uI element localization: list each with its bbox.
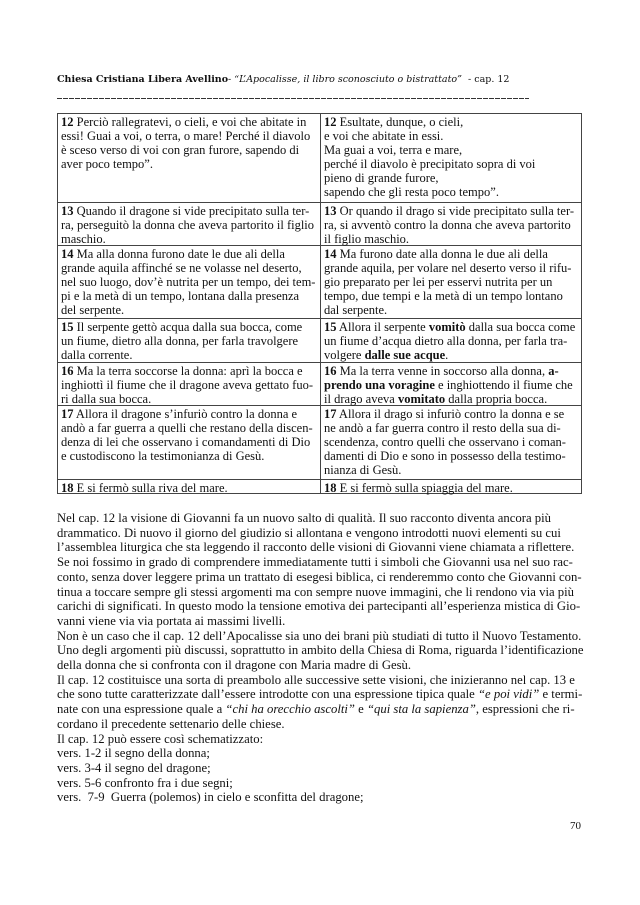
running-header: [57, 74, 509, 86]
bold-text: dalle sue acque: [364, 347, 446, 362]
cell-line: [324, 349, 581, 363]
text-run: aver poco tempo”.: [61, 156, 153, 171]
cell-line: [61, 219, 320, 233]
text-run: volgere: [324, 347, 365, 362]
text-run: è sceso verso di voi con gran furore, sapendo di: [61, 142, 300, 157]
text-run: denza di lei che osservano i comandamenti di Dio: [61, 434, 311, 449]
text-run: E si fermò sulla riva del mare.: [73, 481, 228, 495]
bold-text: vomitato: [397, 391, 446, 406]
commentary-line: [57, 540, 584, 555]
cell-line: [61, 304, 320, 318]
cell-line: [324, 172, 581, 186]
right-translation-cell: [320, 319, 581, 362]
commentary-line: [57, 776, 584, 791]
text-run: Se noi fossimo in grado di comprendere immediatamente tutti i simboli che Giovanni usa nel suo rac-: [57, 555, 573, 570]
cell-line: [324, 393, 581, 407]
cell-line: [324, 248, 581, 262]
page-number: 70: [570, 820, 581, 832]
text-run: Or quando il drago si vide precipitato sulla ter-: [336, 204, 575, 218]
cell-line: [61, 233, 320, 247]
commentary-line: [57, 790, 584, 805]
left-translation-cell: [58, 363, 320, 405]
text-run: e termi-: [539, 687, 583, 702]
verse-number: 14: [61, 247, 74, 261]
cell-line: [61, 365, 320, 379]
text-run: e custodiscono la testimonianza di Gesù.: [61, 448, 265, 463]
verse-number: 17: [324, 407, 337, 421]
cell-line: [324, 436, 581, 450]
right-translation-cell: [320, 363, 581, 405]
header-rule: [57, 98, 529, 99]
cell-line: [324, 335, 581, 349]
verse-number: 14: [324, 247, 337, 261]
left-translation-cell: [58, 319, 320, 362]
cell-line: [324, 233, 581, 247]
verse-number: 15: [61, 320, 74, 334]
text-run: tempo, due tempi e la metà di un tempo lontano: [324, 288, 563, 303]
text-run: grande aquila, per volare nel deserto verso il rifu-: [324, 260, 572, 275]
cell-line: [324, 321, 581, 335]
cell-line: [61, 436, 320, 450]
cell-line: [324, 422, 581, 436]
text-run: che sono tutte caratterizzate dall’essere introdotte con una espressione tipica quale: [57, 687, 478, 702]
text-run: andò a far guerra a quelli che restano della discen-: [61, 420, 313, 435]
text-run: sapendo che gli resta poco tempo”.: [324, 184, 499, 199]
cell-line: [61, 450, 320, 464]
commentary-line: [57, 555, 584, 570]
cell-line: [324, 205, 581, 219]
text-run: carichi di significati. In questo modo la tensione emotiva dei partecipanti all’esperienza mistica di Gio-: [57, 599, 581, 614]
text-run: Nel cap. 12 la visione di Giovanni fa un nuovo salto di qualità. Il suo racconto diventa ancora più: [57, 511, 551, 525]
commentary-line: [57, 687, 584, 702]
text-run: del serpente.: [61, 302, 125, 317]
verse-number: 13: [324, 204, 337, 218]
text-run: dalla sua bocca come: [465, 320, 576, 334]
verse-number: 12: [324, 115, 337, 129]
text-run: Esultate, dunque, o cieli,: [336, 115, 464, 129]
text-run: Ma la terra venne in soccorso alla donna,: [336, 364, 549, 378]
cell-line: [61, 379, 320, 393]
cell-line: [324, 290, 581, 304]
right-translation-cell: [320, 114, 581, 202]
verse-number: 13: [61, 204, 74, 218]
text-run: vers. 7-9 Guerra (polemos) in cielo e sconfitta del dragone;: [57, 790, 364, 805]
text-run: perché il diavolo è precipitato sopra di voi: [324, 156, 536, 171]
text-run: l’assemblea liturgica che sta leggendo il racconto delle visioni di Giovanni viene chiamata a riflettere.: [57, 540, 575, 555]
verse-row: [58, 114, 581, 203]
cell-line: [61, 205, 320, 219]
right-translation-cell: [320, 480, 581, 493]
text-run: Allora il dragone s’infuriò contro la donna e: [73, 407, 298, 421]
cell-line: [61, 482, 320, 496]
verse-row: [58, 480, 581, 494]
italic-text: “chi ha orecchio ascolti”: [225, 702, 355, 717]
text-run: dalla propria bocca.: [445, 391, 548, 406]
verse-number: 16: [61, 364, 74, 378]
verse-row: [58, 406, 581, 480]
text-run: Ma guai a voi, terra e mare,: [324, 142, 463, 157]
text-run: , espressioni che ri-: [475, 702, 575, 717]
commentary-line: [57, 570, 584, 585]
verse-number: 12: [61, 115, 74, 129]
commentary-line: [57, 746, 584, 761]
cell-line: [324, 116, 581, 130]
cell-line: [61, 349, 320, 363]
text-run: e: [354, 702, 367, 717]
cell-line: [324, 219, 581, 233]
text-run: nel suo luogo, dov’è nutrita per un tempo, dei tem-: [61, 274, 316, 289]
text-run: ra, si avventò contro la donna che aveva partorito: [324, 217, 571, 232]
commentary-line: [57, 511, 584, 526]
cell-line: [324, 464, 581, 478]
left-translation-cell: [58, 203, 320, 245]
header-separator: -: [228, 74, 235, 85]
commentary-line: [57, 717, 584, 732]
cell-line: [324, 276, 581, 290]
left-translation-cell: [58, 406, 320, 479]
cell-line: [61, 116, 320, 130]
verse-row: [58, 246, 581, 319]
text-run: il figlio maschio.: [324, 231, 410, 246]
verse-row: [58, 203, 581, 246]
text-run: e inghiottendo il fiume che: [434, 377, 573, 392]
text-run: Il serpente gettò acqua dalla sua bocca, come: [73, 320, 303, 334]
right-translation-cell: [320, 246, 581, 318]
bold-text: prendo una voragine: [324, 377, 435, 392]
cell-line: [324, 408, 581, 422]
text-run: nate con una espressione quale a: [57, 702, 226, 717]
cell-line: [61, 262, 320, 276]
cell-line: [324, 304, 581, 318]
text-run: Allora il serpente: [336, 320, 429, 334]
commentary-text: [57, 511, 584, 805]
text-run: cordano il precedente settenario delle chiese.: [57, 716, 285, 731]
text-run: vers. 3-4 il segno del dragone;: [57, 760, 211, 775]
text-run: Allora il drago si infuriò contro la donna e se: [336, 407, 565, 421]
text-run: dalla corrente.: [61, 347, 133, 362]
cell-line: [324, 158, 581, 172]
right-translation-cell: [320, 203, 581, 245]
verse-number: 17: [61, 407, 74, 421]
text-run: e voi che abitate in essi.: [324, 128, 444, 143]
commentary-line: [57, 643, 584, 658]
text-run: E si fermò sulla spiaggia del mare.: [336, 481, 513, 495]
text-run: Il cap. 12 costituisce una sorta di preambolo alle successive sette visioni, che inizieranno nel cap. 13 e: [57, 672, 575, 687]
commentary-line: [57, 629, 584, 644]
text-run: Ma la terra soccorse la donna: aprì la bocca e: [73, 364, 303, 378]
verse-comparison-table: [57, 113, 582, 494]
right-translation-cell: [320, 406, 581, 479]
commentary-line: [57, 585, 584, 600]
text-run: Ma furono date alla donna le due ali della: [336, 247, 548, 261]
cell-line: [61, 130, 320, 144]
verse-number: 18: [324, 481, 337, 495]
cell-line: [61, 276, 320, 290]
commentary-line: [57, 732, 584, 747]
left-translation-cell: [58, 246, 320, 318]
cell-line: [61, 422, 320, 436]
cell-line: [61, 335, 320, 349]
cell-line: [61, 321, 320, 335]
verse-row: [58, 319, 581, 363]
cell-line: [324, 379, 581, 393]
text-run: .: [445, 347, 449, 362]
cell-line: [324, 262, 581, 276]
text-run: della donna che si confronta con il dragone con Maria madre di Gesù.: [57, 658, 412, 673]
text-run: conto, senza dover leggere prima un trattato di esegesi biblica, ci renderemmo conto che Giovanni con-: [57, 569, 582, 584]
cell-line: [61, 290, 320, 304]
commentary-line: [57, 526, 584, 541]
verse-number: 18: [61, 481, 74, 495]
verse-number: 15: [324, 320, 337, 334]
cell-line: [61, 248, 320, 262]
text-run: pi e la metà di un tempo, lontana dalla presenza: [61, 288, 300, 303]
cell-line: [324, 365, 581, 379]
cell-line: [324, 450, 581, 464]
left-translation-cell: [58, 114, 320, 202]
text-run: un fiume, dietro alla donna, per farla travolgere: [61, 333, 299, 348]
text-run: scendenza, contro quelli che osservano i coman-: [324, 434, 566, 449]
text-run: vers. 1-2 il segno della donna;: [57, 746, 210, 761]
text-run: nianza di Gesù.: [324, 462, 402, 477]
cell-line: [324, 144, 581, 158]
text-run: Uno degli argomenti più discussi, soprattutto in ambito della Chiesa di Roma, riguarda l’identificazione: [57, 643, 584, 658]
text-run: un fiume d’acqua dietro alla donna, per farla tra-: [324, 333, 568, 348]
text-run: Perciò rallegratevi, o cieli, e voi che abitate in: [73, 115, 307, 129]
commentary-line: [57, 761, 584, 776]
cell-line: [61, 393, 320, 407]
text-run: ne andò a far guerra contro il resto della sua di-: [324, 420, 561, 435]
text-run: ra, perseguitò la donna che aveva partorito il figlio: [61, 217, 315, 232]
text-run: Non è un caso che il cap. 12 dell’Apocalisse sia uno dei brani più studiati di tutto il Nuovo Testamento.: [57, 628, 582, 643]
text-run: tinua a toccare sempre gli stessi argomenti ma con sempre nuove immagini, che li rendono via via più: [57, 584, 574, 599]
text-run: Il cap. 12 può essere così schematizzato:: [57, 731, 264, 746]
text-run: maschio.: [61, 231, 106, 246]
bold-text: a-: [548, 364, 559, 378]
cell-line: [61, 158, 320, 172]
text-run: il drago aveva: [324, 391, 398, 406]
text-run: inghiottì il fiume che il dragone aveva gettato fuo-: [61, 377, 314, 392]
cell-line: [324, 130, 581, 144]
chapter-label: - cap. 12: [461, 74, 510, 85]
text-run: ri dalla sua bocca.: [61, 391, 152, 406]
italic-text: “e poi vidi”: [477, 687, 540, 702]
book-title: “L’Apocalisse, il libro sconosciuto o bistrattato”: [234, 74, 462, 85]
organization-name: Chiesa Cristiana Libera Avellino: [57, 74, 229, 85]
cell-line: [324, 482, 581, 496]
commentary-line: [57, 673, 584, 688]
commentary-line: [57, 702, 584, 717]
text-run: gio preparato per lei per esservi nutrita per un: [324, 274, 553, 289]
verse-number: 16: [324, 364, 337, 378]
text-run: vanni viene via via portata ai massimi livelli.: [57, 613, 286, 628]
text-run: pieno di grande furore,: [324, 170, 439, 185]
text-run: essi! Guai a voi, o terra, o mare! Perché il diavolo: [61, 128, 311, 143]
cell-line: [324, 186, 581, 200]
text-run: Quando il dragone si vide precipitato sulla ter-: [73, 204, 310, 218]
cell-line: [61, 408, 320, 422]
commentary-line: [57, 658, 584, 673]
text-run: drammatico. Di nuovo il giorno del giudizio si allontana e vengono introdotti nuovi elementi su cui: [57, 525, 561, 540]
text-run: Ma alla donna furono date le due ali della: [73, 247, 285, 261]
text-run: damenti di Dio e sono in possesso della testimo-: [324, 448, 566, 463]
cell-line: [61, 144, 320, 158]
verse-row: [58, 363, 581, 406]
commentary-line: [57, 599, 584, 614]
text-run: dal serpente.: [324, 302, 388, 317]
commentary-line: [57, 614, 584, 629]
bold-text: vomitò: [428, 320, 466, 334]
left-translation-cell: [58, 480, 320, 493]
text-run: vers. 5-6 confronto fra i due segni;: [57, 775, 233, 790]
italic-text: “qui sta la sapienza”: [366, 702, 476, 717]
text-run: grande aquila affinché se ne volasse nel deserto,: [61, 260, 302, 275]
